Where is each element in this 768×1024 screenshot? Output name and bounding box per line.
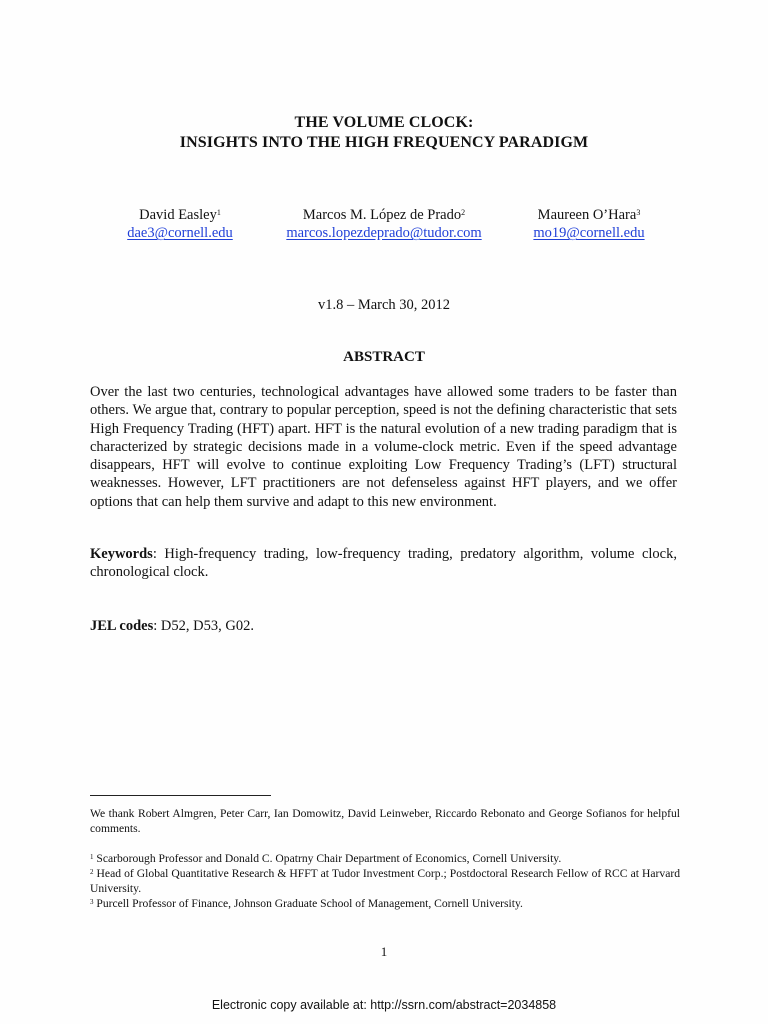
footnote-text: Purcell Professor of Finance, Johnson Graduate School of Management, Cornell University. — [93, 897, 523, 910]
author-footnote-mark: 2 — [461, 208, 466, 217]
author-easley — [110, 206, 250, 242]
footnote-mark: 3 — [90, 898, 94, 906]
abstract-text: Over the last two centuries, technological advantages have allowed some traders to be faster than others. We argue that, contrary to popular perception, speed is not the defining characteristic that sets High Frequency Trading (HFT) apart. HFT is the natural evolution of a new trading paradigm that is characterized by strategic decisions made in a volume-clock metric. Even if the speed advantage disappears, HFT will evolve to continue exploiting Low Frequency Trading’s (LFT) structural weaknesses. However, LFT practitioners are not defenseless against HFT players, and we offer options that can help them survive and adapt to this new environment. — [90, 384, 677, 510]
author-email-link[interactable]: dae3@cornell.edu — [127, 225, 233, 241]
footnote-2 — [90, 866, 680, 896]
author-footnote-mark: 3 — [636, 208, 641, 217]
author-name: Maureen O’Hara — [537, 207, 637, 223]
author-email-link[interactable]: marcos.lopezdeprado@tudor.com — [286, 225, 482, 241]
jel-codes-paragraph — [90, 617, 677, 635]
page-number: 1 — [380, 944, 388, 959]
footnote-text: Head of Global Quantitative Research & HFFT at Tudor Investment Corp.; Postdoctoral Research Fellow of RCC at Harvard University. — [90, 867, 680, 895]
author-ohara — [514, 206, 664, 242]
footnote-3 — [90, 896, 680, 911]
author-lopez-de-prado — [264, 206, 504, 242]
footnote-mark: 2 — [90, 868, 94, 876]
footnote-mark: 1 — [90, 853, 94, 861]
author-name: David Easley — [139, 207, 217, 223]
author-email-link[interactable]: mo19@cornell.edu — [533, 225, 645, 241]
jel-codes-label: JEL codes — [90, 618, 154, 634]
author-footnote-mark: 1 — [216, 208, 221, 217]
footnote-separator — [90, 795, 271, 796]
electronic-copy-notice: Electronic copy available at: http://ssrn.com/abstract=2034858 — [211, 998, 557, 1012]
keywords-label: Keywords — [90, 546, 153, 562]
abstract-heading: ABSTRACT — [343, 349, 425, 365]
footnote-acknowledgements: We thank Robert Almgren, Peter Carr, Ian Domowitz, David Leinweber, Riccardo Rebonato and George Sofianos for helpful comments. — [90, 807, 680, 835]
version-date: v1.8 – March 30, 2012 — [317, 297, 451, 313]
paper-title-line-2: INSIGHTS INTO THE HIGH FREQUENCY PARADIGM — [179, 134, 589, 151]
author-name: Marcos M. López de Prado — [302, 207, 462, 223]
jel-codes-text: : D52, D53, G02. — [153, 618, 254, 634]
keywords-paragraph — [90, 545, 677, 582]
footnote-1 — [90, 851, 680, 866]
footnote-text: Scarborough Professor and Donald C. Opatrny Chair Department of Economics, Cornell University. — [93, 852, 562, 865]
paper-title-line-1: THE VOLUME CLOCK: — [294, 114, 474, 131]
keywords-text: : High-frequency trading, low-frequency trading, predatory algorithm, volume clock, chronological clock. — [90, 546, 677, 581]
